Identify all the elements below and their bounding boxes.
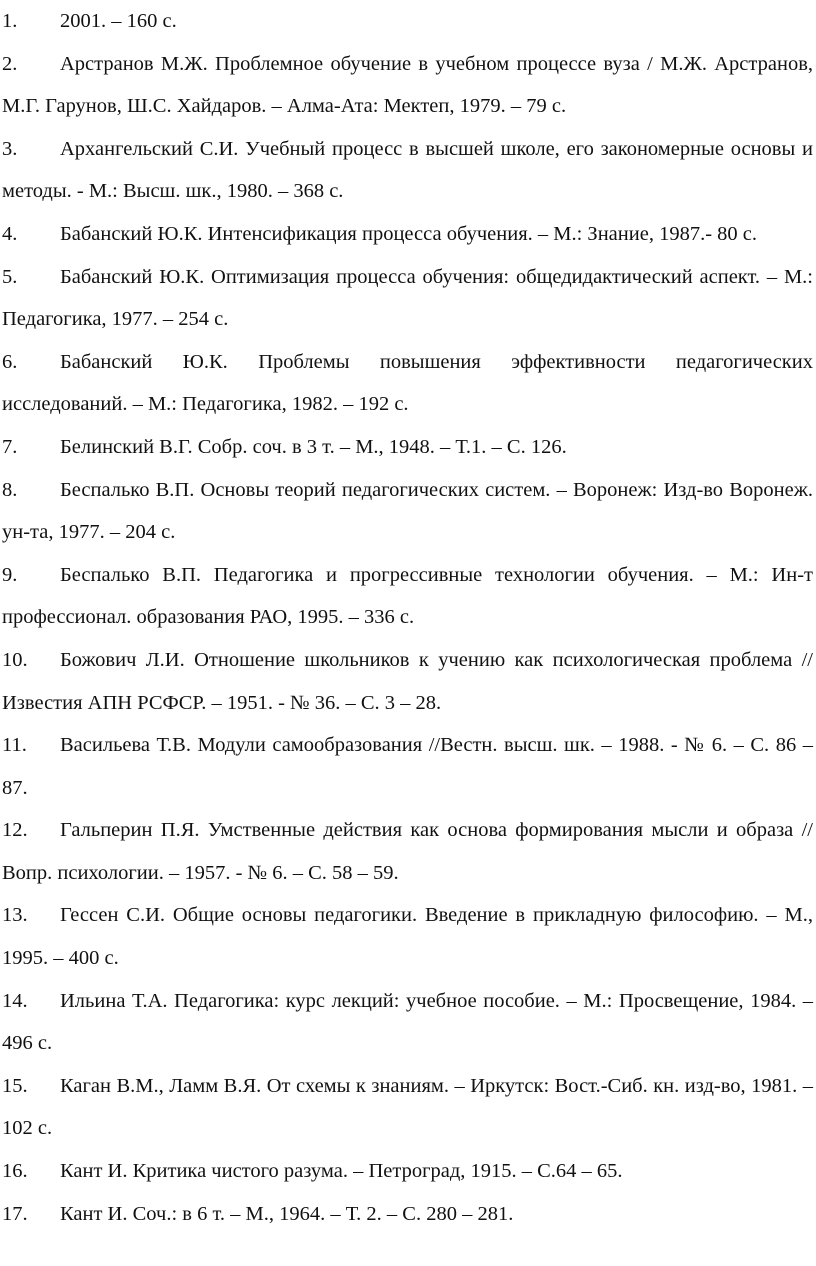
reference-number: 11. (2, 734, 27, 757)
reference-item (2, 639, 813, 724)
reference-text: Божович Л.И. Отношение школьников к учению как психологическая проблема // Известия АПН РСФСР. – 1951. - № 36. – С. 3 – 28. (2, 648, 813, 714)
reference-text: Кант И. Критика чистого разума. – Петроград, 1915. – С.64 – 65. (60, 1160, 623, 1183)
reference-number: 3. (2, 137, 18, 160)
reference-number: 2. (2, 52, 18, 75)
reference-number: 6. (2, 350, 18, 373)
reference-number: 1. (2, 10, 18, 32)
reference-text: Бабанский Ю.К. Проблемы повышения эффективности педагогических исследований. – М.: Педагогика, 1982. – 192 с. (2, 350, 813, 416)
reference-item (2, 43, 813, 128)
reference-item (2, 256, 813, 341)
reference-item (2, 1065, 813, 1150)
reference-text: Архангельский С.И. Учебный процесс в высшей школе, его закономерные основы и методы. - М.: Высш. шк., 1980. – 368 с. (2, 137, 813, 203)
reference-item (2, 809, 813, 894)
reference-item (2, 554, 813, 639)
reference-item (2, 341, 813, 426)
reference-text: Каган В.М., Ламм В.Я. От схемы к знаниям. – Иркутск: Вост.-Сиб. кн. изд-во, 1981. – 102 с. (2, 1074, 813, 1140)
reference-text: 2001. – 160 с. (60, 10, 177, 32)
reference-number: 12. (2, 819, 28, 842)
reference-item (2, 0, 813, 43)
reference-item (2, 724, 813, 809)
reference-number: 8. (2, 478, 18, 501)
reference-text: Белинский В.Г. Собр. соч. в 3 т. – М., 1948. – Т.1. – С. 126. (60, 435, 567, 458)
reference-text: Кант И. Соч.: в 6 т. – М., 1964. – Т. 2. – С. 280 – 281. (60, 1202, 514, 1225)
reference-number: 14. (2, 989, 28, 1012)
reference-item (2, 128, 813, 213)
reference-item (2, 980, 813, 1065)
reference-number: 5. (2, 265, 18, 288)
reference-item (2, 426, 813, 469)
reference-item (2, 1150, 813, 1193)
reference-item (2, 469, 813, 554)
reference-text: Арстранов М.Ж. Проблемное обучение в учебном процессе вуза / М.Ж. Арстранов, М.Г. Гарунов, Ш.С. Хайдаров. – Алма-Ата: Мектеп, 1979. – 79 с. (2, 52, 813, 118)
reference-text: Беспалько В.П. Основы теорий педагогических систем. – Воронеж: Изд-во Воронеж. ун-та, 1977. – 204 с. (2, 478, 813, 544)
reference-text: Бабанский Ю.К. Интенсификация процесса обучения. – М.: Знание, 1987.- 80 с. (60, 222, 757, 245)
reference-text: Ильина Т.А. Педагогика: курс лекций: учебное пособие. – М.: Просвещение, 1984. – 496 с. (2, 989, 813, 1055)
reference-item (2, 894, 813, 979)
reference-number: 13. (2, 904, 28, 927)
reference-number: 16. (2, 1160, 28, 1183)
reference-text: Беспалько В.П. Педагогика и прогрессивные технологии обучения. – М.: Ин-т профессионал. образования РАО, 1995. – 336 с. (2, 563, 813, 629)
reference-text: Гальперин П.Я. Умственные действия как основа формирования мысли и образа // Вопр. психологии. – 1957. - № 6. – С. 58 – 59. (2, 819, 813, 884)
reference-text: Васильева Т.В. Модули самообразования //Вестн. высш. шк. – 1988. - № 6. – С. 86 – 87. (2, 734, 813, 799)
reference-number: 4. (2, 222, 18, 245)
reference-item (2, 213, 813, 256)
reference-text: Бабанский Ю.К. Оптимизация процесса обучения: общедидактический аспект. – М.: Педагогика, 1977. – 254 с. (2, 265, 813, 331)
reference-text: Гессен С.И. Общие основы педагогики. Введение в прикладную философию. – М., 1995. – 400 с. (2, 904, 813, 970)
reference-number: 9. (2, 563, 18, 586)
reference-item (2, 1193, 813, 1236)
reference-number: 10. (2, 648, 28, 671)
reference-number: 7. (2, 435, 18, 458)
reference-number: 17. (2, 1202, 28, 1225)
reference-number: 15. (2, 1074, 28, 1097)
